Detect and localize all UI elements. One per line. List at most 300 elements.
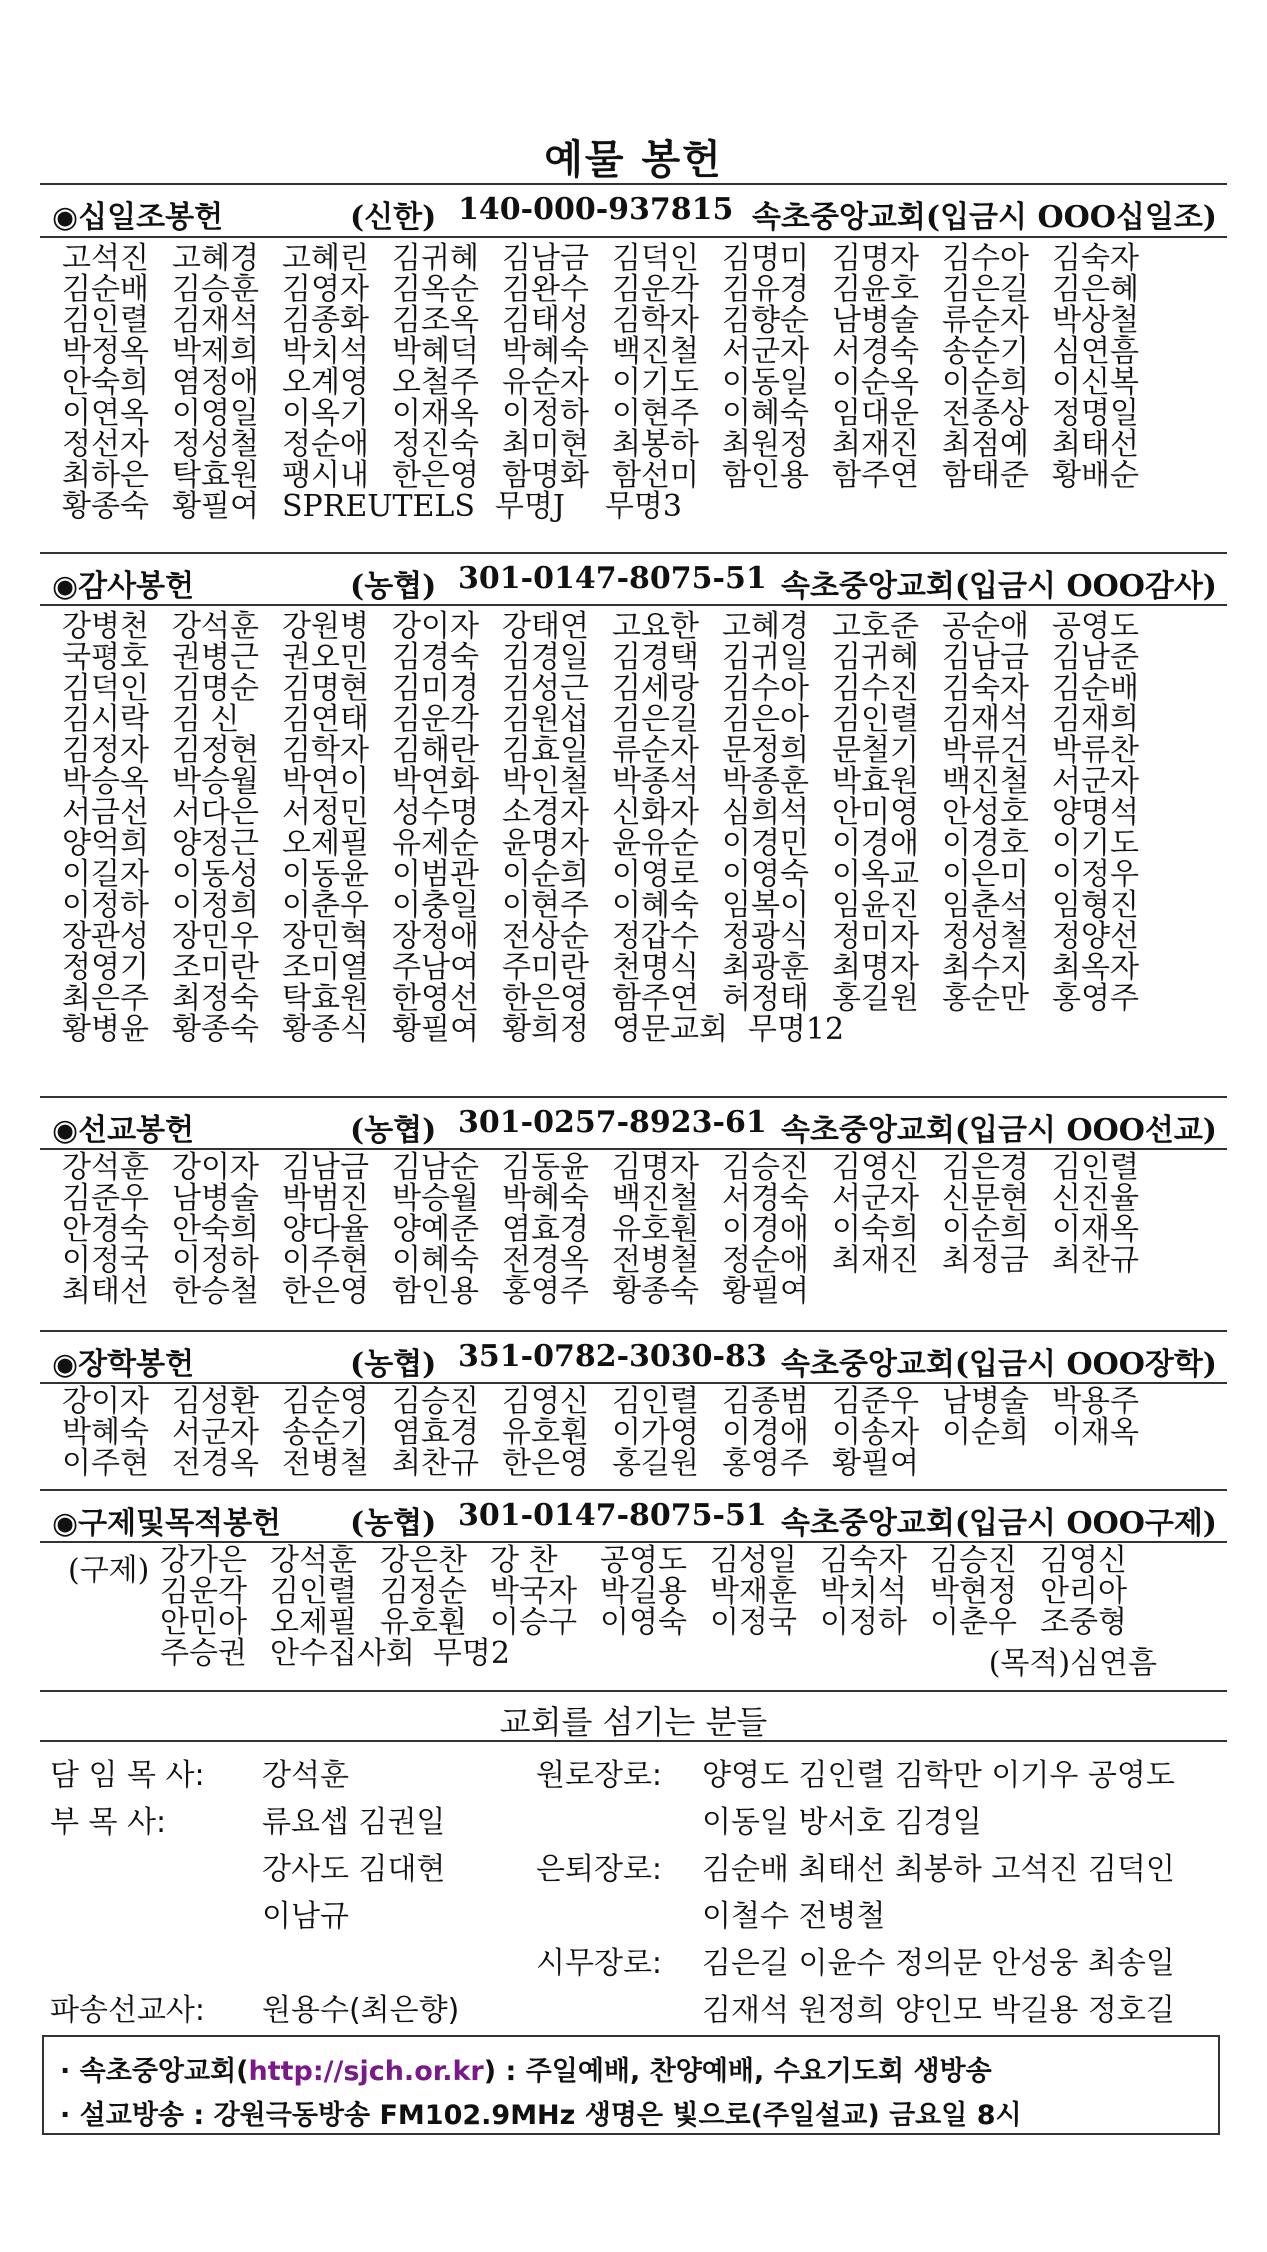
donor-name: 서정민 (282, 795, 369, 830)
honorary-elders: 이동일 방서호 김경일 (702, 1805, 982, 1840)
divider (40, 552, 1227, 554)
donor-name: 김승진 (722, 1150, 809, 1185)
donor-name: 박국자 (490, 1574, 577, 1609)
donor-name: 최태선 (62, 1274, 149, 1309)
donor-name: 박범진 (282, 1181, 369, 1216)
donor-name: 김세랑 (612, 671, 699, 706)
divider (40, 1330, 1227, 1332)
donor-name: 김명현 (282, 671, 369, 706)
active-elders: 김재석 원정희 양인모 박길용 정호길 (702, 1993, 1175, 2028)
donor-name: 이순희 (942, 1415, 1029, 1450)
donor-name: 유제순 (392, 826, 479, 861)
donor-name: 홍길원 (612, 1446, 699, 1481)
donor-name: 무명12 (747, 1012, 845, 1047)
section-header-tithe (40, 186, 1227, 238)
section-header-relief (40, 1492, 1227, 1544)
donor-name: 이기도 (1052, 826, 1139, 861)
donor-name: 정광식 (722, 919, 809, 954)
donor-name: 전경옥 (172, 1446, 259, 1481)
donor-name: 서군자 (722, 334, 809, 369)
donor-name: 김재희 (1052, 702, 1139, 737)
donor-name: 박정옥 (62, 334, 149, 369)
donor-name: 김승진 (392, 1384, 479, 1419)
donor-name: 윤유순 (612, 826, 699, 861)
donor-name: 장정애 (392, 919, 479, 954)
donor-name: 강이자 (172, 1150, 259, 1185)
donor-name: 박종석 (612, 764, 699, 799)
donor-name: 이동성 (172, 857, 259, 892)
donor-name: 김명미 (722, 241, 809, 276)
deposit-note: 속초중앙교회(입금시 OOO선교) (780, 1113, 1217, 1148)
donor-name: 이정희 (172, 888, 259, 923)
donor-name: 김영자 (282, 272, 369, 307)
donor-name: 이영숙 (722, 857, 809, 892)
donor-name: 최봉하 (612, 427, 699, 462)
deposit-note: 속초중앙교회(입금시 OOO감사) (780, 569, 1217, 604)
bank-name: (농협) (350, 569, 437, 604)
donor-name: 전경옥 (502, 1243, 589, 1278)
donor-name: 최수지 (942, 950, 1029, 985)
church-website-link[interactable]: http://sjch.or.kr (248, 2056, 484, 2087)
donor-name: 함주연 (612, 981, 699, 1016)
donor-name: 김수아 (722, 671, 809, 706)
donor-name: 서금선 (62, 795, 149, 830)
donor-name: 박혜숙 (502, 1181, 589, 1216)
donor-name: 강은찬 (380, 1543, 467, 1578)
donor-name: 무명J (494, 489, 565, 524)
donor-name: 정성철 (172, 427, 259, 462)
purpose-donor: (목적)심연흠 (988, 1646, 1157, 1681)
donor-name: 백진철 (942, 764, 1029, 799)
donor-list-tithe (62, 243, 1222, 522)
donor-name: 무명2 (432, 1636, 510, 1671)
donor-name: 한은영 (282, 1274, 369, 1309)
donor-name: 이춘우 (930, 1605, 1017, 1640)
divider (40, 1740, 1227, 1742)
donor-name: 이길자 (62, 857, 149, 892)
donor-name: 박연이 (282, 764, 369, 799)
donor-name: 이순희 (942, 1212, 1029, 1247)
donor-name: 최찬규 (1052, 1243, 1139, 1278)
retired-elders: 김순배 최태선 최봉하 고석진 김덕인 (702, 1852, 1175, 1887)
donor-name: 이영숙 (600, 1605, 687, 1640)
donor-name: 임대운 (832, 396, 919, 431)
divider (40, 183, 1227, 185)
deposit-note: 속초중앙교회(입금시 OOO십일조) (752, 200, 1217, 235)
donor-name: 김경일 (502, 640, 589, 675)
donor-name: 유순자 (502, 365, 589, 400)
donor-name: 이춘우 (282, 888, 369, 923)
donor-name: 신진율 (1052, 1181, 1139, 1216)
donor-name: 이정하 (172, 1243, 259, 1278)
donor-name: 이동일 (722, 365, 809, 400)
donor-name: 장관성 (62, 919, 149, 954)
donor-name: 임형진 (1052, 888, 1139, 923)
donor-name: 한은영 (392, 458, 479, 493)
donor-name: 김준우 (832, 1384, 919, 1419)
donor-name: 황종숙 (612, 1274, 699, 1309)
donor-name: 함주연 (832, 458, 919, 493)
donor-name: 김순배 (1052, 671, 1139, 706)
section-title: ◉선교봉헌 (52, 1113, 195, 1148)
donor-name: 안숙희 (172, 1212, 259, 1247)
section-header-thanks (40, 555, 1227, 607)
donor-name: 이경호 (942, 826, 1029, 861)
donor-name: 함선미 (612, 458, 699, 493)
active-elders-label: 시무장로: (536, 1946, 663, 1981)
donor-name: 서군자 (172, 1415, 259, 1450)
donor-name: 김정자 (62, 733, 149, 768)
donor-name: 박재훈 (710, 1574, 797, 1609)
donor-name: 김성일 (710, 1543, 797, 1578)
donor-name: 김학자 (612, 303, 699, 338)
donor-name: 황종숙 (172, 1012, 259, 1047)
donor-name: 송순기 (282, 1415, 369, 1450)
donor-name: 이정우 (1052, 857, 1139, 892)
donor-name: 김영신 (832, 1150, 919, 1185)
donor-name: 신문현 (942, 1181, 1029, 1216)
donor-name: 홍영주 (722, 1446, 809, 1481)
bank-name: (신한) (350, 200, 437, 235)
donor-name: 고혜경 (172, 241, 259, 276)
donor-name: 김정현 (172, 733, 259, 768)
donor-name: 김덕인 (612, 241, 699, 276)
live-broadcast-suffix: ) : 주일예배, 찬양예배, 수요기도회 생방송 (483, 2056, 992, 2087)
donor-name: 탁효원 (172, 458, 259, 493)
donor-name: 김남금 (502, 241, 589, 276)
donor-name: 류순자 (612, 733, 699, 768)
donor-name: 조미란 (172, 950, 259, 985)
missionary-label: 파송선교사: (50, 1993, 206, 2028)
donor-name: 김윤호 (832, 272, 919, 307)
donor-name: 한은영 (502, 1446, 589, 1481)
donor-name: 서군자 (832, 1181, 919, 1216)
donor-name: 김수아 (942, 241, 1029, 276)
donor-name: 김은아 (722, 702, 809, 737)
servants-title: 교회를 섬기는 분들 (499, 1703, 768, 1741)
donor-name: 영문교회 (612, 1012, 728, 1047)
donor-name: 남병술 (942, 1384, 1029, 1419)
donor-name: 박종훈 (722, 764, 809, 799)
associate-pastors: 강사도 김대현 (262, 1852, 446, 1887)
donor-name: 박치석 (282, 334, 369, 369)
donor-name: 안경숙 (62, 1212, 149, 1247)
donor-name: 이혜숙 (722, 396, 809, 431)
donor-name: 주남여 (392, 950, 479, 985)
donor-name: 이승구 (490, 1605, 577, 1640)
section-header-mission (40, 1099, 1227, 1151)
donor-name: 국평호 (62, 640, 149, 675)
donor-list-thanks (62, 611, 1222, 1045)
donor-name: 김옥순 (392, 272, 479, 307)
donor-name: 김숙자 (820, 1543, 907, 1578)
donor-name: 김승진 (930, 1543, 1017, 1578)
donor-name: 전상순 (502, 919, 589, 954)
donor-name: 김성근 (502, 671, 589, 706)
donor-name: 김귀일 (722, 640, 809, 675)
account-number: 351-0782-3030-83 (458, 1339, 767, 1374)
donor-name: 오계영 (282, 365, 369, 400)
donor-name: 김유경 (722, 272, 809, 307)
donor-list-scholarship (62, 1386, 1222, 1479)
donor-name: 고요한 (612, 609, 699, 644)
donor-name: 안민아 (160, 1605, 247, 1640)
donor-name: 김인렬 (612, 1384, 699, 1419)
donor-name: 김연태 (282, 702, 369, 737)
donor-name: 무명3 (604, 489, 682, 524)
donor-name: 최명자 (832, 950, 919, 985)
donor-name: 김귀혜 (832, 640, 919, 675)
donor-name: 황필여 (392, 1012, 479, 1047)
donor-name: 송순기 (942, 334, 1029, 369)
donor-name: 문정희 (722, 733, 809, 768)
donor-name: 전종상 (942, 396, 1029, 431)
donor-name: 강이자 (392, 609, 479, 644)
missionary: 원용수(최은향) (262, 1993, 460, 2028)
section-header-scholarship (40, 1333, 1227, 1385)
donor-name: 안숙희 (62, 365, 149, 400)
donor-name: 이정하 (62, 888, 149, 923)
donor-name: 문철기 (832, 733, 919, 768)
donor-name: 박용주 (1052, 1384, 1139, 1419)
donor-name: 김순영 (282, 1384, 369, 1419)
donor-name: 이경민 (722, 826, 809, 861)
donor-name: 안수집사회 (270, 1636, 415, 1671)
donor-name: 황종숙 (62, 489, 149, 524)
donor-name: 김명자 (832, 241, 919, 276)
donor-name: 강원병 (282, 609, 369, 644)
donor-name: 박승옥 (62, 764, 149, 799)
donor-name: 김숙자 (942, 671, 1029, 706)
donor-name: 이송자 (832, 1415, 919, 1450)
donor-name: 정선자 (62, 427, 149, 462)
donor-name: 오제필 (282, 826, 369, 861)
donor-name: 전병철 (282, 1446, 369, 1481)
donor-name: 김남금 (942, 640, 1029, 675)
donor-name: 정명일 (1052, 396, 1139, 431)
donor-name: 황병윤 (62, 1012, 149, 1047)
broadcast-box (42, 2035, 1220, 2135)
donor-name: 박제희 (172, 334, 259, 369)
donor-name: 김남금 (282, 1150, 369, 1185)
donor-name: 김영신 (502, 1384, 589, 1419)
donor-name: 양다율 (282, 1212, 369, 1247)
donor-name: 박현정 (930, 1574, 1017, 1609)
donor-name: 남병술 (172, 1181, 259, 1216)
donor-name: 이혜숙 (392, 1243, 479, 1278)
donor-name: 이현주 (502, 888, 589, 923)
donor-name: 함인용 (392, 1274, 479, 1309)
donor-name: 박혜덕 (392, 334, 479, 369)
donor-name: 이정국 (710, 1605, 797, 1640)
donor-name: 김정순 (380, 1574, 467, 1609)
donor-name: 홍순만 (942, 981, 1029, 1016)
donor-name: 이영로 (612, 857, 699, 892)
donor-name: 강 찬 (490, 1543, 558, 1578)
donor-name: 김종화 (282, 303, 369, 338)
donor-name: 정영기 (62, 950, 149, 985)
senior-pastor-label: 담 임 목 사: (50, 1758, 205, 1793)
donor-name: 박혜숙 (502, 334, 589, 369)
donor-name: 박치석 (820, 1574, 907, 1609)
donor-name: 이재옥 (1052, 1212, 1139, 1247)
donor-name: 황희정 (502, 1012, 589, 1047)
retired-elders: 이철수 전병철 (702, 1899, 886, 1934)
donor-name: 김인렬 (62, 303, 149, 338)
divider (40, 1690, 1227, 1692)
donor-name: 함태준 (942, 458, 1029, 493)
donor-name: 최재진 (832, 427, 919, 462)
donor-name: 함명화 (502, 458, 589, 493)
donor-name: 류순자 (942, 303, 1029, 338)
live-broadcast-prefix: · 속초중앙교회( (60, 2056, 249, 2087)
donor-name: 이경애 (722, 1212, 809, 1247)
donor-name: 전병철 (612, 1243, 699, 1278)
donor-name: 성수명 (392, 795, 479, 830)
live-broadcast-line (60, 2049, 992, 2088)
donor-name: 이현주 (612, 396, 699, 431)
divider (40, 236, 1227, 238)
donor-name: 김승훈 (172, 272, 259, 307)
donor-name: SPREUTELS (282, 489, 475, 524)
donor-name: 안성호 (942, 795, 1029, 830)
donor-name: 강이자 (62, 1384, 149, 1419)
donor-name: 공순애 (942, 609, 1029, 644)
donor-name: 권병근 (172, 640, 259, 675)
donor-name: 최원정 (722, 427, 809, 462)
donor-name: 장민혁 (282, 919, 369, 954)
donor-name: 이주현 (282, 1243, 369, 1278)
active-elders: 김은길 이윤수 정의문 안성웅 최송일 (702, 1946, 1175, 1981)
donor-name: 이경애 (722, 1415, 809, 1450)
donor-name: 정갑수 (612, 919, 699, 954)
donor-name: 안리아 (1040, 1574, 1127, 1609)
donor-name: 황배순 (1052, 458, 1139, 493)
donor-name: 임윤진 (832, 888, 919, 923)
donor-name: 김인렬 (832, 702, 919, 737)
donor-name: 김귀혜 (392, 241, 479, 276)
donor-name: 이연옥 (62, 396, 149, 431)
donor-name: 최정금 (942, 1243, 1029, 1278)
donor-name: 김운각 (392, 702, 479, 737)
donor-name: 공영도 (1052, 609, 1139, 644)
donor-name: 최미현 (502, 427, 589, 462)
donor-name: 강태연 (502, 609, 589, 644)
donor-name: 박효원 (832, 764, 919, 799)
donor-name: 남병술 (832, 303, 919, 338)
donor-name: 양예준 (392, 1212, 479, 1247)
deposit-note: 속초중앙교회(입금시 OOO장학) (780, 1347, 1217, 1382)
donor-name: 임춘석 (942, 888, 1029, 923)
donor-name: 이경애 (832, 826, 919, 861)
donor-name: 김효일 (502, 733, 589, 768)
retired-elders-label: 은퇴장로: (536, 1852, 663, 1887)
associate-pastor-label: 부 목 사: (50, 1805, 167, 1840)
donor-name: 이정하 (820, 1605, 907, 1640)
donor-name: 최태선 (1052, 427, 1139, 462)
donor-name: 이순희 (942, 365, 1029, 400)
donor-name: 박류찬 (1052, 733, 1139, 768)
donor-name: 이숙희 (832, 1212, 919, 1247)
donor-name: 김은길 (942, 272, 1029, 307)
donor-name: 김은길 (612, 702, 699, 737)
donor-name: 주승권 (160, 1636, 247, 1671)
donor-name: 김명자 (612, 1150, 699, 1185)
donor-name: 박류건 (942, 733, 1029, 768)
donor-name: 이옥교 (832, 857, 919, 892)
donor-name: 안미영 (832, 795, 919, 830)
honorary-elders: 양영도 김인렬 김학만 이기우 공영도 (702, 1758, 1175, 1793)
divider (40, 1489, 1227, 1491)
donor-name: 이정하 (502, 396, 589, 431)
honorary-elders-label: 원로장로: (536, 1758, 663, 1793)
donor-name: 김향순 (722, 303, 809, 338)
donor-name: 황필여 (172, 489, 259, 524)
donor-name: 김원섭 (502, 702, 589, 737)
donor-name: 조미열 (282, 950, 369, 985)
donor-name: 권오민 (282, 640, 369, 675)
donor-name: 서경숙 (832, 334, 919, 369)
donor-name: 이기도 (612, 365, 699, 400)
section-title: ◉구제및목적봉헌 (52, 1506, 282, 1541)
donor-name: 강석훈 (62, 1150, 149, 1185)
donor-name: 이영일 (172, 396, 259, 431)
donor-name: 윤명자 (502, 826, 589, 861)
donor-name: 이동윤 (282, 857, 369, 892)
donor-name: 정순애 (722, 1243, 809, 1278)
donor-name: 박연화 (392, 764, 479, 799)
donor-name: 홍영주 (502, 1274, 589, 1309)
donor-name: 최옥자 (1052, 950, 1139, 985)
donor-name: 이주현 (62, 1446, 149, 1481)
donor-name: 양정근 (172, 826, 259, 861)
relief-label: (구제) (68, 1553, 150, 1588)
donor-name: 강병천 (62, 609, 149, 644)
donor-name: 이신복 (1052, 365, 1139, 400)
donor-name: 정순애 (282, 427, 369, 462)
account-number: 301-0147-8075-51 (458, 1498, 767, 1533)
account-number: 301-0147-8075-51 (458, 561, 767, 596)
donor-name: 강가은 (160, 1543, 247, 1578)
donor-name: 고석진 (62, 241, 149, 276)
donor-name: 최재진 (832, 1243, 919, 1278)
donor-name: 김덕인 (62, 671, 149, 706)
donor-name: 장민우 (172, 919, 259, 954)
donor-name: 김미경 (392, 671, 479, 706)
donor-name: 홍길원 (832, 981, 919, 1016)
donor-name: 염정애 (172, 365, 259, 400)
account-number: 301-0257-8923-61 (458, 1105, 767, 1140)
donor-name: 강석훈 (172, 609, 259, 644)
donor-name: 이충일 (392, 888, 479, 923)
donor-name: 김학자 (282, 733, 369, 768)
donor-name: 양억희 (62, 826, 149, 861)
donor-name: 김완수 (502, 272, 589, 307)
donor-name: 김동윤 (502, 1150, 589, 1185)
divider (40, 604, 1227, 606)
bank-name: (농협) (350, 1113, 437, 1148)
donor-name: 임복이 (722, 888, 809, 923)
donor-name: 김남순 (392, 1150, 479, 1185)
divider (40, 1096, 1227, 1098)
donor-name: 유호훤 (612, 1212, 699, 1247)
donor-name: 오제필 (270, 1605, 357, 1640)
section-title: ◉감사봉헌 (52, 569, 195, 604)
donor-name: 김숙자 (1052, 241, 1139, 276)
donor-name: 최정숙 (172, 981, 259, 1016)
donor-name: 김경택 (612, 640, 699, 675)
donor-name: 조중형 (1040, 1605, 1127, 1640)
